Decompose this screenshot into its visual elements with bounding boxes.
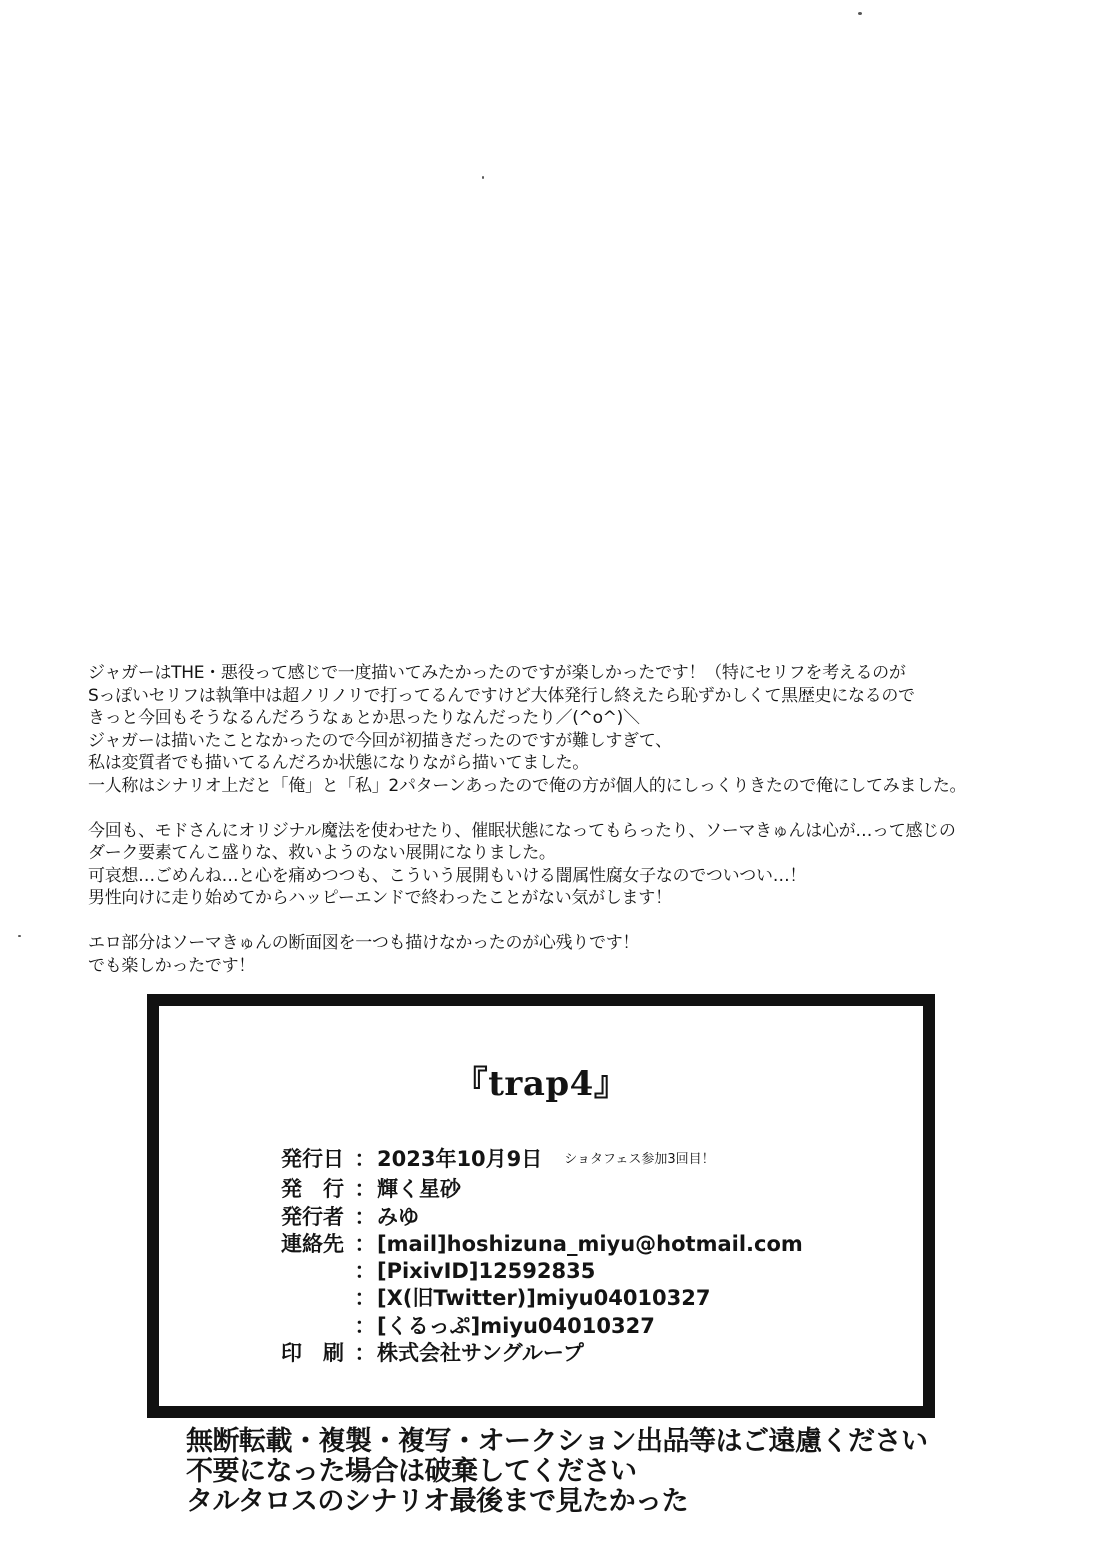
colophon-separator: ： — [354, 1259, 376, 1284]
colophon-row-publisher — [281, 1176, 803, 1203]
afterword-line: 男性向けに走り始めてからハッピーエンドで終わったことがない気がします！ — [88, 888, 672, 909]
colophon-key: 発行日 — [281, 1147, 344, 1171]
colophon-separator: ： — [354, 1313, 376, 1338]
afterword-line: エロ部分はソーマきゅんの断面図を一つも描けなかったのが心残りです！ — [88, 932, 640, 953]
colophon-box — [147, 994, 935, 1418]
colophon-key — [281, 1313, 353, 1340]
notice — [186, 1427, 927, 1517]
colophon-separator: ： — [354, 1204, 376, 1229]
afterword-line: Sっぽいセリフは執筆中は超ノリノリで打ってるんですけど大体発行し終えたら恥ずかしくて黒歴史になるので — [88, 685, 915, 706]
colophon-value: [mail]hoshizuna_miyu@hotmail.com — [377, 1231, 803, 1256]
scan-speck — [482, 176, 484, 179]
colophon-value: 輝く星砂 — [377, 1177, 461, 1202]
afterword-line: ジャガーはTHE・悪役って感じで一度描いてみたかったのですが楽しかったです！（特にセリフを考えるのが — [88, 663, 906, 683]
colophon-row-contact-pixiv — [281, 1258, 803, 1285]
colophon-row-contact-mail — [281, 1231, 803, 1258]
colophon-row-printer — [281, 1340, 803, 1367]
colophon-value: [PixivID]12592835 — [377, 1259, 596, 1284]
colophon-row-publish-date — [281, 1146, 803, 1176]
colophon-value: [X(旧Twitter)]miyu04010327 — [377, 1286, 711, 1311]
afterword-paragraph — [88, 932, 1048, 977]
colophon-note: ショタフェス参加3回目！ — [564, 1152, 715, 1167]
notice-line: 無断転載・複製・複写・オークション出品等はご遠慮ください — [186, 1426, 928, 1457]
colophon-key: 発行者 — [281, 1204, 344, 1229]
colophon-separator: ： — [354, 1231, 376, 1256]
colophon-row-contact-crepu — [281, 1313, 803, 1340]
book-title: 『trap4』 — [453, 1064, 629, 1104]
colophon-key: 連絡先 — [281, 1231, 344, 1256]
afterword-line: ジャガーは描いたことなかったので今回が初描きだったのですが難しすぎて、 — [88, 730, 672, 751]
scan-speck — [18, 935, 21, 937]
colophon-value: みゆ — [377, 1204, 419, 1229]
scan-speck — [858, 12, 862, 15]
afterword-paragraph — [88, 820, 1048, 910]
colophon-row-contact-x — [281, 1285, 803, 1312]
colophon-value: [くるっぷ]miyu04010327 — [377, 1313, 655, 1338]
colophon-value: 株式会社サングループ — [377, 1341, 584, 1366]
notice-line: タルタロスのシナリオ最後まで見たかった — [186, 1486, 689, 1517]
notice-line: 不要になった場合は破棄してください — [186, 1456, 637, 1487]
colophon-key: 発 行 — [281, 1177, 344, 1202]
colophon-info — [281, 1146, 803, 1367]
colophon-key — [281, 1258, 353, 1285]
colophon-separator: ： — [354, 1341, 376, 1366]
afterword-line: 今回も、モドさんにオリジナル魔法を使わせたり、催眠状態になってもらったり、ソーマきゅんは心が…って感じの — [88, 820, 956, 841]
colophon-value: 2023年10月9日 — [377, 1147, 543, 1171]
afterword-line: 私は変質者でも描いてるんだろか状態になりながら描いてました。 — [88, 753, 589, 774]
colophon-separator: ： — [354, 1147, 376, 1171]
colophon-separator: ： — [354, 1286, 376, 1311]
colophon-key — [281, 1285, 353, 1312]
afterword — [88, 662, 1048, 999]
colophon-row-author — [281, 1204, 803, 1231]
afterword-line: ダーク要素てんこ盛りな、救いようのない展開になりました。 — [88, 843, 556, 864]
colophon-separator: ： — [354, 1177, 376, 1202]
afterword-line: でも楽しかったです！ — [88, 955, 255, 976]
afterword-line: 可哀想…ごめんね…と心を痛めつつも、こういう展開もいける闇属性腐女子なのでついつい…！ — [88, 865, 807, 886]
afterword-line: 一人称はシナリオ上だと「俺」と「私」2パターンあったので俺の方が個人的にしっくりきたので俺にしてみました。 — [88, 775, 967, 796]
colophon-key: 印 刷 — [281, 1341, 344, 1366]
afterword-paragraph — [88, 662, 1048, 798]
afterword-line: きっと今回もそうなるんだろうなぁとか思ったりなんだったり／(^o^)＼ — [88, 708, 640, 729]
